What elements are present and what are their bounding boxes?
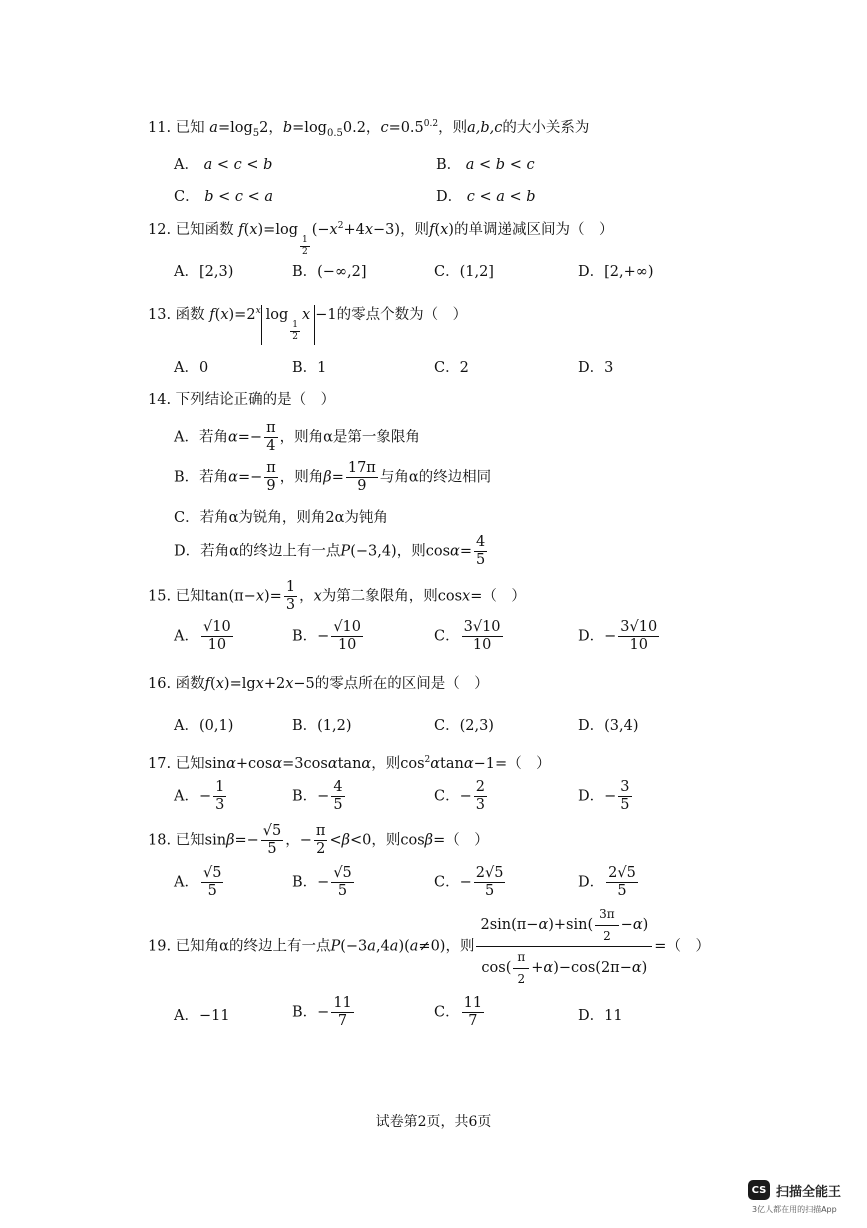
q18-option-d[interactable]: D． $\frac{2√5}{5}$ — [578, 865, 636, 900]
q15-option-c[interactable]: C． $\frac{3√10}{10}$ — [434, 619, 501, 654]
q12-option-c[interactable]: C．(1,2] — [434, 264, 494, 280]
cs-logo-icon: CS — [748, 1180, 770, 1200]
question-12: 12. 已知函数 f(x)=log $\frac{1}{2}$ $(-x^2+4x-3)$，则f(x)的单调递减区间为（ ） — [148, 221, 614, 258]
watermark-tagline: 3亿人都在用的扫描App — [752, 1205, 837, 1214]
question-19: 19. 已知角α的终边上有一点P(−3a,4a)(a≠0)，则 2sin(π−α)+sin( $\frac{3\pi}{2}$ −α) cos( $\frac{\pi}{2}$ +α)−cos(2π−α) =（ ） — [148, 907, 710, 986]
scanner-watermark — [748, 1180, 841, 1200]
q17-option-b[interactable]: B．− $\frac{4}{5}$ — [292, 779, 343, 814]
q13-option-b[interactable]: B．1 — [292, 360, 327, 376]
q18-option-c[interactable]: C．− $\frac{2√5}{5}$ — [434, 865, 504, 900]
q14-option-c[interactable]: C．若角α为锐角，则角2α为钝角 — [174, 510, 388, 526]
q11-option-d[interactable]: D． c < a < b — [436, 189, 536, 205]
q14-option-b[interactable]: B．若角α=− $\frac{\pi}{9}$ ，则角β= $\frac{17\pi}{9}$ 与角α的终边相同 — [174, 460, 492, 495]
q15-option-b[interactable]: B．− $\frac{√10}{10}$ — [292, 619, 362, 654]
question-17: 17. 已知sinα+cosα=3cosαtanα，则$\cos^2\alpha\tan\alpha-1=$（ ） — [148, 755, 551, 772]
question-13: 13. 函数 $f(x)=2^x$ log $\frac{1}{2}$ x −1的零点个数为（ ） — [148, 303, 467, 345]
q19-option-d[interactable]: D．11 — [578, 1008, 623, 1024]
question-14: 14. 下列结论正确的是（ ） — [148, 392, 336, 408]
q11-option-a[interactable]: A． a < c < b — [174, 157, 273, 173]
q19-option-a[interactable]: A．−11 — [174, 1008, 230, 1024]
q16-option-b[interactable]: B．(1,2) — [292, 718, 352, 734]
q18-option-a[interactable]: A． $\frac{√5}{5}$ — [174, 865, 222, 900]
q19-option-b[interactable]: B．− $\frac{11}{7}$ — [292, 995, 352, 1030]
q15-option-a[interactable]: A． $\frac{√10}{10}$ — [174, 619, 231, 654]
q15-option-d[interactable]: D．− $\frac{3√10}{10}$ — [578, 619, 658, 654]
q18-option-b[interactable]: B．− $\frac{√5}{5}$ — [292, 865, 352, 900]
q17-option-d[interactable]: D．− $\frac{3}{5}$ — [578, 779, 630, 814]
q17-option-c[interactable]: C．− $\frac{2}{3}$ — [434, 779, 485, 814]
q13-option-c[interactable]: C．2 — [434, 360, 469, 376]
q13-option-a[interactable]: A．0 — [174, 360, 209, 376]
q12-option-a[interactable]: A．[2,3) — [174, 264, 234, 280]
question-18: 18. 已知sinβ=− $\frac{√5}{5}$ ，− $\frac{\pi}{2}$ <β<0，则cosβ=（ ） — [148, 823, 489, 858]
q12-option-d[interactable]: D．[2,+∞) — [578, 264, 654, 280]
q16-option-d[interactable]: D．(3,4) — [578, 718, 639, 734]
q14-option-d[interactable]: D．若角α的终边上有一点P(−3,4)，则cosα= $\frac{4}{5}$ — [174, 534, 486, 569]
watermark-brand: 扫描全能王 — [776, 1184, 842, 1200]
q16-option-a[interactable]: A．(0,1) — [174, 718, 234, 734]
question-16: 16. 函数f(x)=lgx+2x−5的零点所在的区间是（ ） — [148, 676, 489, 692]
q17-option-a[interactable]: A．− $\frac{1}{3}$ — [174, 779, 225, 814]
page-footer: 试卷第2页，共6页 — [375, 1114, 492, 1130]
q11-option-c[interactable]: C． b < c < a — [174, 189, 274, 205]
q13-option-d[interactable]: D．3 — [578, 360, 614, 376]
q14-option-a[interactable]: A．若角α=− $\frac{\pi}{4}$ ，则角α是第一象限角 — [174, 420, 420, 455]
q11-option-b[interactable]: B． a < b < c — [436, 157, 535, 173]
q12-option-b[interactable]: B．(−∞,2] — [292, 264, 367, 280]
q19-option-c[interactable]: C． $\frac{11}{7}$ — [434, 995, 483, 1030]
question-15: 15. 已知tan(π−x)= $\frac{1}{3}$ ，x为第二象限角，则cosx=（ ） — [148, 579, 526, 614]
question-11: 11. 已知 $a=\log_52$，$b=\log_{0.5}0.2$，$c=0.5^{0.2}$，则a,b,c的大小关系为 — [148, 119, 590, 139]
q16-option-c[interactable]: C．(2,3) — [434, 718, 494, 734]
